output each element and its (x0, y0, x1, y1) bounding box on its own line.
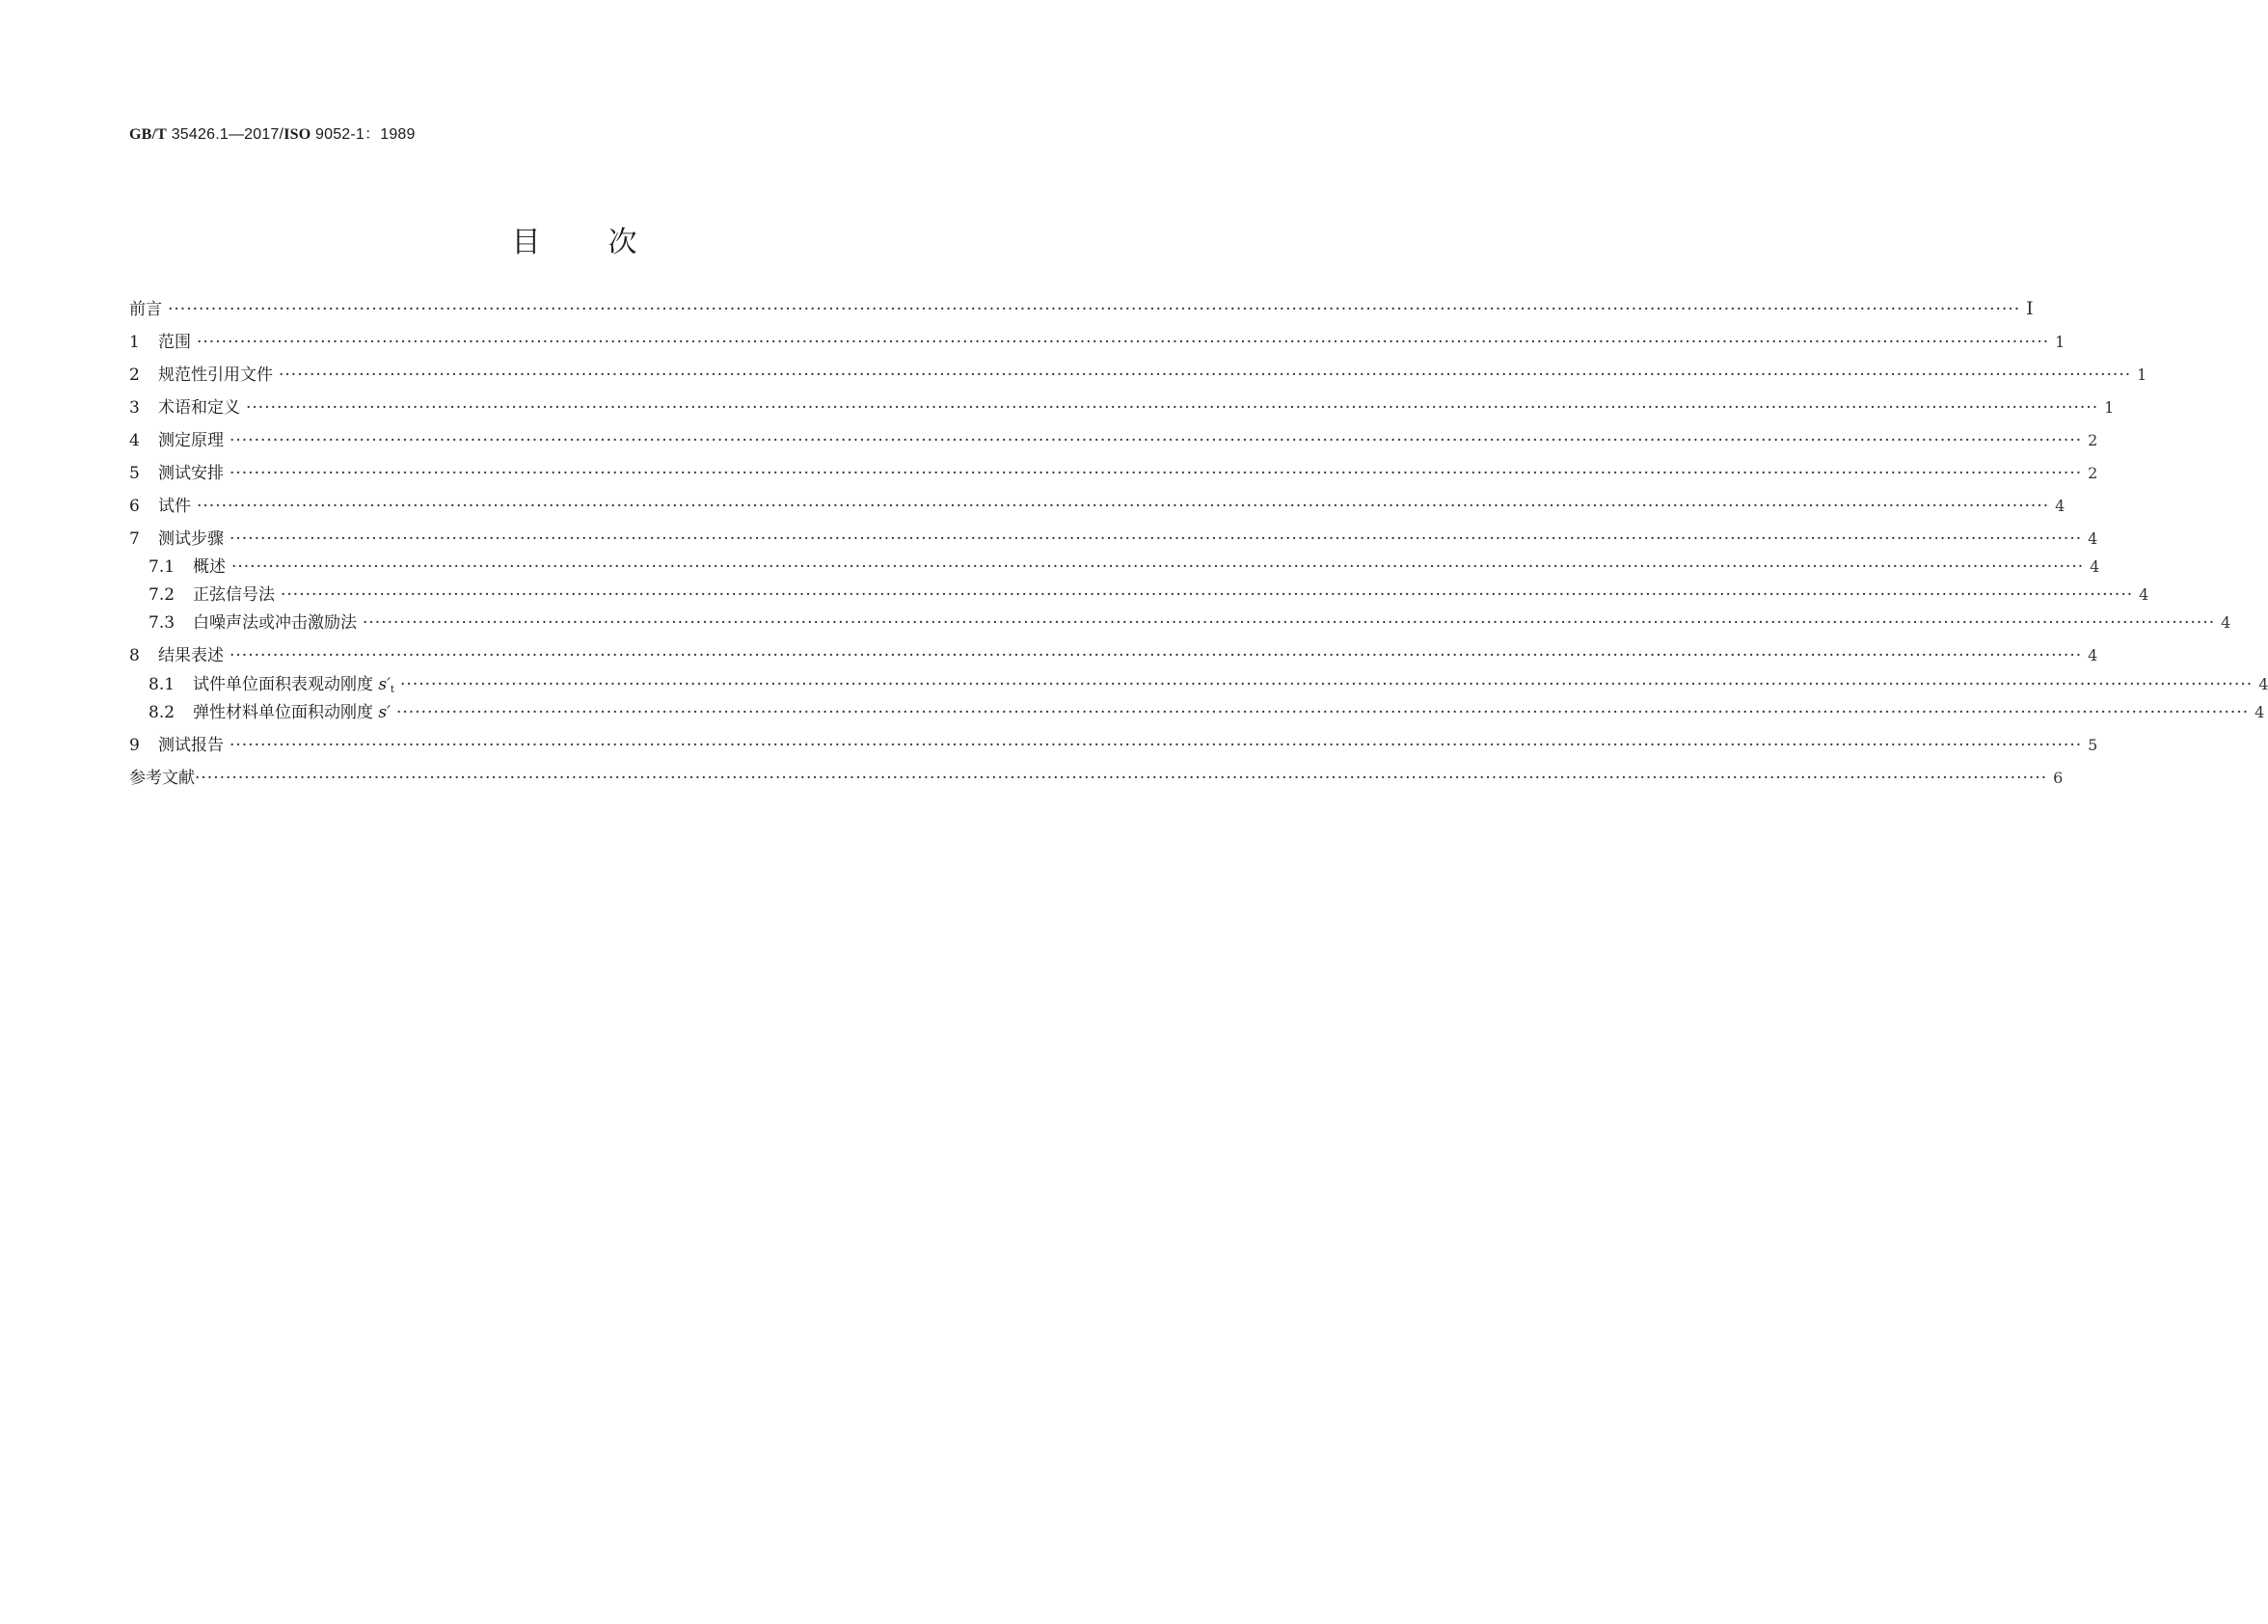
standard-code: GB/T (129, 126, 168, 143)
toc-entry-label: 测试步骤 (158, 529, 224, 549)
toc-entry-label: 正弦信号法 (193, 585, 275, 605)
toc-entry-label: 试件 (158, 497, 191, 516)
dot-leader: ············································································································································································································································································································ (230, 529, 2083, 549)
toc-entry-label: 结果表述 (158, 646, 224, 665)
toc-entry-label (193, 670, 394, 695)
toc-entry-page: 4 (2055, 497, 2066, 515)
toc-entry-8-1[interactable] (148, 670, 2268, 695)
dot-leader: ············································································································································································································································································································ (197, 497, 2050, 516)
toc-entry-page: 6 (2053, 769, 2064, 787)
toc-entry-number: 4 (129, 431, 140, 450)
toc-entry-2[interactable] (129, 361, 2147, 385)
toc-entry-number: 8 (129, 646, 140, 665)
page-title (0, 218, 1148, 260)
toc-entry-3[interactable] (129, 393, 2115, 418)
toc-entry-page: 1 (2104, 398, 2115, 417)
toc-entry-number: 7.1 (148, 557, 176, 577)
toc-entry-label: 规范性引用文件 (158, 365, 273, 385)
math-subscript: t (391, 685, 395, 695)
dot-leader: ············································································································································································································································································································ (231, 557, 2085, 577)
standard-header (129, 122, 416, 144)
toc-entry-page: 4 (2088, 646, 2098, 664)
dot-leader: ············································································································································································································································································································ (230, 646, 2083, 665)
toc-entry-number: 6 (129, 497, 140, 516)
toc-entry-label: 参考文献 (129, 769, 195, 788)
toc-entry-label: 前言 (129, 300, 162, 319)
dot-leader: ············································································································································································································································································································ (197, 333, 2050, 352)
toc-entry-number: 8.2 (148, 703, 176, 722)
toc-entry-8[interactable] (129, 641, 2098, 665)
toc-entry-bibliography[interactable] (129, 764, 2064, 788)
dot-leader: ············································································································································································································································································································ (279, 365, 2132, 385)
toc-entry-label-text: 试件单位面积表观动刚度 (193, 675, 373, 694)
dot-leader: ············································································································································································································································································································ (168, 300, 2021, 319)
toc-entry-6[interactable] (129, 492, 2066, 516)
toc-entry-number: 9 (129, 736, 140, 755)
dot-leader: ············································································································································································································································································································ (230, 736, 2083, 755)
toc-entry-page: 1 (2137, 365, 2147, 384)
math-symbol: s′ (378, 675, 391, 694)
toc-entry-number: 5 (129, 464, 140, 483)
toc-entry-number: 7.3 (148, 613, 176, 633)
toc-entry-label: 概述 (193, 557, 226, 577)
toc-entry-page: 4 (2254, 703, 2265, 721)
toc-entry-page: 4 (2088, 529, 2098, 548)
toc-entry-page: 4 (2258, 675, 2268, 693)
toc-entry-page: 4 (2090, 557, 2100, 576)
iso-code: ISO (284, 126, 311, 143)
math-symbol: s′ (378, 703, 391, 722)
toc-entry-9[interactable] (129, 731, 2098, 755)
toc-entry-page: 4 (2139, 585, 2149, 604)
toc-entry-label: 术语和定义 (158, 398, 240, 418)
toc-entry-number: 1 (129, 333, 140, 352)
toc-entry-number: 3 (129, 398, 140, 418)
toc-entry-7-2[interactable] (148, 581, 2149, 605)
iso-number: 9052-1：1989 (315, 126, 416, 143)
toc-entry-page: 4 (2221, 613, 2231, 632)
toc-entry-page: 1 (2055, 333, 2066, 351)
toc-entry-4[interactable] (129, 426, 2098, 450)
toc-entry-1[interactable] (129, 328, 2066, 352)
dot-leader: ············································································································································································································································································································ (246, 398, 2099, 418)
toc-entry-page: 5 (2088, 736, 2098, 754)
toc-entry-7-3[interactable] (148, 609, 2231, 633)
standard-number: 35426.1—2017/ (171, 126, 284, 143)
toc-entry-8-2[interactable] (148, 698, 2265, 722)
toc-entry-page: 2 (2088, 431, 2098, 449)
toc-entry-5[interactable] (129, 459, 2098, 483)
toc-entry-7-1[interactable] (148, 553, 2100, 577)
dot-leader: ············································································································································································································································································································ (281, 585, 2134, 605)
dot-leader: ············································································································································································································································································································ (230, 464, 2083, 483)
toc-entry-label-text: 弹性材料单位面积动刚度 (193, 703, 373, 722)
dot-leader: ············································································································································································································································································································ (400, 675, 2254, 694)
toc-entry-label: 测定原理 (158, 431, 224, 450)
title-char-1: 目 (511, 226, 541, 259)
dot-leader: ············································································································································································································································································································ (396, 703, 2250, 722)
toc-entry-label (193, 698, 391, 722)
toc-entry-label: 白噪声法或冲击激励法 (193, 613, 357, 633)
toc-entry-7[interactable] (129, 525, 2098, 549)
toc-entry-label: 测试报告 (158, 736, 224, 755)
toc-entry-page: Ⅰ (2026, 298, 2034, 319)
title-char-2: 次 (608, 226, 637, 259)
dot-leader: ············································································································································································································································································································ (195, 769, 2048, 788)
toc-entry-number: 8.1 (148, 675, 176, 694)
dot-leader: ············································································································································································································································································································ (230, 431, 2083, 450)
toc-entry-page: 2 (2088, 464, 2098, 482)
toc-entry-number: 7.2 (148, 585, 176, 605)
toc-entry-label: 测试安排 (158, 464, 224, 483)
dot-leader: ············································································································································································································································································································ (363, 613, 2216, 633)
toc-entry-number: 2 (129, 365, 140, 385)
toc-entry-number: 7 (129, 529, 140, 549)
toc-entry-label: 范围 (158, 333, 191, 352)
toc-entry-foreword[interactable] (129, 295, 2034, 319)
